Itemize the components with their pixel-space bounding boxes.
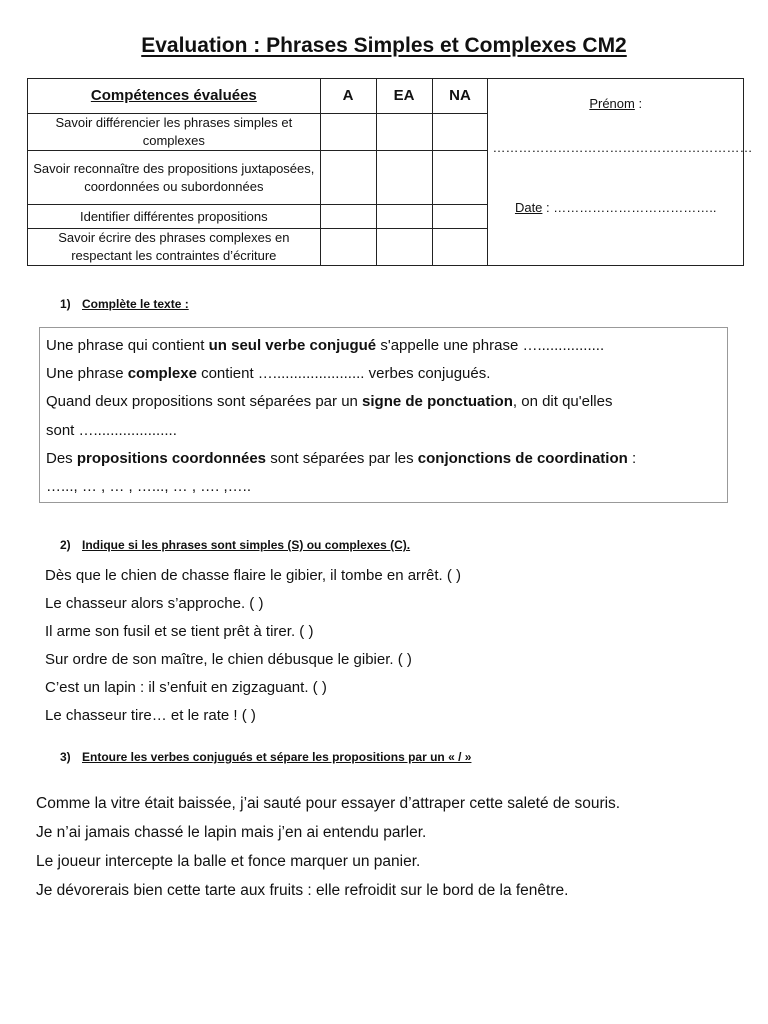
prenom-dots: ……………………………………………………: [492, 140, 753, 155]
grade-cell: [432, 229, 488, 266]
column-na: NA: [432, 79, 488, 114]
question-text: Complète le texte :: [82, 297, 189, 311]
fill-in-text-box: [39, 327, 728, 503]
question-text: Indique si les phrases sont simples (S) ou complexes (C).: [82, 538, 411, 552]
column-ea: EA: [376, 79, 432, 114]
date-field: [492, 199, 739, 217]
grade-cell: [376, 229, 432, 266]
sentence-list-3: [36, 789, 620, 905]
skill-row-1: Savoir différencier les phrases simples et complexes: [28, 114, 321, 151]
grade-cell: [320, 151, 376, 205]
sentence-list-2: [45, 562, 461, 730]
sentence: Il arme son fusil et se tient prêt à tirer. ( ): [45, 623, 314, 640]
grade-cell: [432, 205, 488, 229]
question-3-title: [60, 750, 471, 764]
column-a: A: [320, 79, 376, 114]
prenom-suffix: :: [634, 96, 643, 111]
fill-line-3: Quand deux propositions sont séparées par un signe de ponctuation, on dit qu'elles: [46, 393, 613, 411]
grade-cell: [432, 151, 488, 205]
grade-cell: [432, 114, 488, 151]
skills-table: [27, 78, 753, 266]
fill-line-5: Des propositions coordonnées sont séparées par les conjonctions de coordination :: [46, 449, 637, 467]
sentence: Le chasseur tire… et le rate ! ( ): [45, 707, 256, 724]
student-info-cell: [488, 79, 753, 266]
question-number: 3): [60, 750, 71, 764]
sentence: Le chasseur alors s’approche. ( ): [45, 595, 264, 612]
prenom-label: Prénom: [589, 96, 635, 111]
grade-cell: [376, 151, 432, 205]
page-title: Evaluation : Phrases Simples et Complexes CM2: [141, 34, 627, 57]
grade-cell: [376, 205, 432, 229]
skill-row-3: Identifier différentes propositions: [28, 205, 321, 229]
fill-line-4: sont …....................: [46, 421, 177, 439]
question-number: 2): [60, 538, 71, 552]
sentence: Comme la vitre était baissée, j’ai sauté pour essayer d’attraper cette saleté de souris.: [36, 795, 621, 812]
prenom-field: [492, 95, 739, 113]
question-number: 1): [60, 297, 71, 311]
sentence: Le joueur intercepte la balle et fonce marquer un panier.: [36, 853, 421, 870]
grade-cell: [320, 229, 376, 266]
grade-cell: [320, 205, 376, 229]
sentence: C’est un lapin : il s’enfuit en zigzaguant. ( ): [45, 679, 327, 696]
date-suffix: : ………………………………..: [542, 200, 717, 215]
fill-line-2: Une phrase complexe contient …...................... verbes conjugués.: [46, 365, 491, 383]
grade-cell: [320, 114, 376, 151]
question-1-title: [60, 297, 189, 311]
skills-header: Compétences évaluées: [28, 79, 321, 114]
grade-cell: [376, 114, 432, 151]
sentence: Sur ordre de son maître, le chien débusque le gibier. ( ): [45, 651, 412, 668]
skill-row-2: Savoir reconnaître des propositions juxtaposées, coordonnées ou subordonnées: [28, 151, 321, 205]
sentence: Je n’ai jamais chassé le lapin mais j’en ai entendu parler.: [36, 824, 427, 841]
sentence: Dès que le chien de chasse flaire le gibier, il tombe en arrêt. ( ): [45, 567, 462, 584]
skill-row-4: Savoir écrire des phrases complexes en respectant les contraintes d’écriture: [28, 229, 321, 266]
sentence: Je dévorerais bien cette tarte aux fruits : elle refroidit sur le bord de la fenêtre.: [36, 882, 569, 899]
question-2-title: [60, 538, 410, 552]
question-text: Entoure les verbes conjugués et sépare les propositions par un « / »: [82, 750, 472, 764]
fill-line-1: Une phrase qui contient un seul verbe conjugué s'appelle une phrase …................: [46, 337, 605, 354]
fill-line-6: …..., … , … , …..., … , …. ,…..: [46, 478, 252, 496]
date-label: Date: [514, 200, 543, 215]
